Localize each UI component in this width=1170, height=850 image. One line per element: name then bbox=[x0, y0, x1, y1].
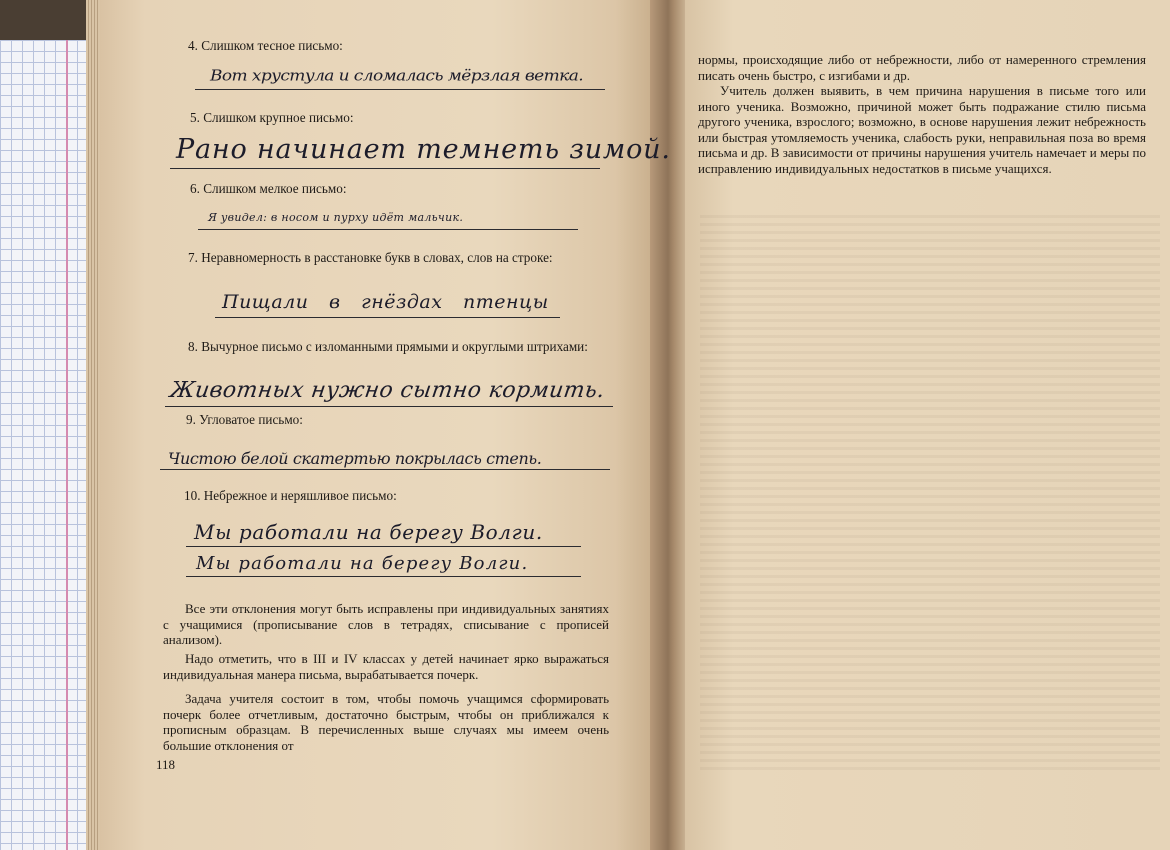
handwriting-sample-7: Пищали в гнёздах птенцы bbox=[222, 291, 549, 313]
item-5-heading: 5. Слишком крупное письмо: bbox=[190, 110, 354, 125]
sample-4-underline bbox=[195, 89, 605, 90]
sample-8-underline bbox=[165, 406, 613, 407]
handwriting-sample-5: Рано начинает темнеть зимой. bbox=[176, 134, 671, 165]
handwriting-sample-8: Животных нужно сытно кормить. bbox=[168, 378, 607, 403]
sample-9-underline bbox=[160, 469, 610, 470]
item-6-heading: 6. Слишком мелкое письмо: bbox=[190, 181, 347, 196]
margin-line bbox=[66, 40, 68, 850]
page-number: 118 bbox=[156, 757, 176, 772]
sample-7-underline bbox=[215, 317, 560, 318]
right-paragraph-2: Учитель должен выявить, в чем причина нарушения в письме того или иного ученика. Возможно, причиной может быть подражание стилю письма другого ученика, взрослого; возможно, в основе нарушения лежит небрежность или быстрая утомляемость ученика, слабость руки, неправильная поза во время письма и др. В зависимости от причины нарушения учитель намечает и меры по исправлению индивидуальных недостатков в письме учащихся. bbox=[698, 83, 1146, 176]
sample-5-underline bbox=[170, 168, 600, 169]
handwriting-sample-6: Я увидел: в носом и пурху идёт мальчик. bbox=[208, 211, 464, 224]
sample-10a-underline bbox=[186, 546, 581, 547]
right-paragraph-1: нормы, происходящие либо от небрежности, либо от намеренного стремления писать очень быстро, с изгибами и др. bbox=[698, 52, 1146, 83]
left-paragraph-2: Надо отметить, что в III и IV классах у детей начинает ярко выражаться индивидуальная манера письма, вырабатывается почерк. bbox=[163, 651, 609, 682]
handwriting-sample-10a: Мы работали на берегу Волги. bbox=[194, 520, 543, 544]
handwriting-sample-10b: Мы работали на берегу Волги. bbox=[196, 553, 529, 574]
handwriting-sample-4: Вот хрустула и сломалась мёрзлая ветка. bbox=[210, 67, 584, 85]
item-10-heading: 10. Небрежное и неряшливое письмо: bbox=[184, 488, 397, 503]
sample-6-underline bbox=[198, 229, 578, 230]
left-paragraph-1: Все эти отклонения могут быть исправлены при индивидуальных занятиях с учащимися (прописывание слов в тетрадях, списывание с прописей анализом). bbox=[163, 601, 609, 648]
handwriting-sample-9: Чистою белой скатертью покрылась степь. bbox=[168, 449, 542, 468]
sample-10b-underline bbox=[186, 576, 581, 577]
book-gutter bbox=[650, 0, 690, 850]
item-7-heading: 7. Неравномерность в расстановке букв в словах, слов на строке: bbox=[188, 250, 553, 265]
bleed-through-texture bbox=[700, 215, 1160, 775]
item-8-heading: 8. Вычурное письмо с изломанными прямыми и округлыми штрихами: bbox=[188, 339, 588, 354]
item-4-heading: 4. Слишком тесное письмо: bbox=[188, 38, 343, 53]
item-9-heading: 9. Угловатое письмо: bbox=[186, 412, 303, 427]
left-paragraph-3: Задача учителя состоит в том, чтобы помочь учащимся сформировать почерк более отчетливым, достаточно быстрым, чтобы он приближался к прописным образцам. В перечисленных выше случаях мы имеем очень большие отклонения от bbox=[163, 691, 609, 753]
